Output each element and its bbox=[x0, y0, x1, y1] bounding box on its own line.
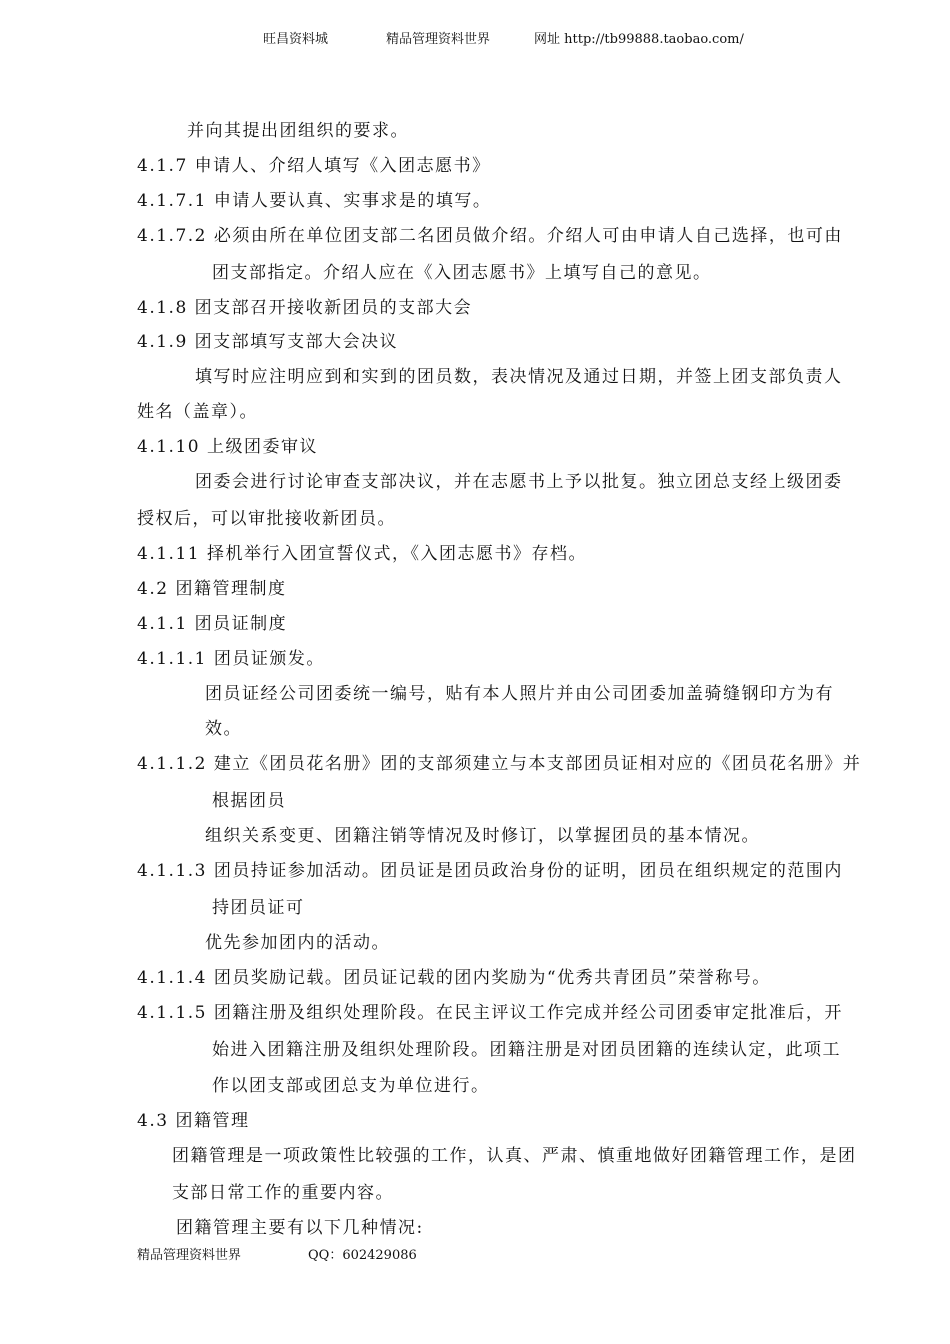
body-line: 4.1.1.4 团员奖励记载。团员证记载的团内奖励为“优秀共青团员”荣誉称号。 bbox=[137, 968, 771, 988]
body-line: 4.1.8 团支部召开接收新团员的支部大会 bbox=[137, 298, 473, 318]
body-line: 团籍管理是一项政策性比较强的工作，认真、严肃、慎重地做好团籍管理工作，是团 bbox=[172, 1146, 857, 1166]
body-line: 支部日常工作的重要内容。 bbox=[172, 1183, 394, 1203]
body-line: 作以团支部或团总支为单位进行。 bbox=[212, 1076, 490, 1096]
footer-site-title: 精品管理资料世界 bbox=[137, 1248, 242, 1263]
body-line: 团籍管理主要有以下几种情况: bbox=[176, 1218, 424, 1238]
body-line: 4.1.11 择机举行入团宣誓仪式，《入团志愿书》存档。 bbox=[137, 544, 587, 564]
body-line: 持团员证可 bbox=[212, 898, 305, 918]
header-url: 网址 http://tb99888.taobao.com/ bbox=[534, 32, 744, 47]
body-line: 团支部指定。介绍人应在《入团志愿书》上填写自己的意见。 bbox=[212, 263, 712, 283]
body-line: 4.2 团籍管理制度 bbox=[137, 579, 287, 599]
body-line: 4.1.10 上级团委审议 bbox=[137, 437, 318, 457]
body-line: 4.1.7 申请人、介绍人填写《入团志愿书》 bbox=[137, 156, 491, 176]
body-line: 根据团员 bbox=[212, 791, 286, 811]
body-line: 效。 bbox=[205, 719, 242, 739]
body-line: 优先参加团内的活动。 bbox=[205, 933, 390, 953]
body-line: 4.1.1 团员证制度 bbox=[137, 614, 288, 634]
footer-qq: QQ：602429086 bbox=[308, 1248, 417, 1263]
body-line: 4.1.1.3 团员持证参加活动。团员证是团员政治身份的证明，团员在组织规定的范围内 bbox=[137, 861, 843, 881]
header-shop-name: 旺昌资料城 bbox=[263, 32, 329, 47]
body-line: 并向其提出团组织的要求。 bbox=[187, 121, 409, 141]
body-line: 4.1.7.1 申请人要认真、实事求是的填写。 bbox=[137, 191, 492, 211]
body-line: 4.1.1.1 团员证颁发。 bbox=[137, 649, 325, 669]
body-line: 填写时应注明应到和实到的团员数，表决情况及通过日期，并签上团支部负责人 bbox=[195, 367, 843, 387]
header-site-title: 精品管理资料世界 bbox=[386, 32, 491, 47]
body-line: 组织关系变更、团籍注销等情况及时修订，以掌握团员的基本情况。 bbox=[205, 826, 760, 846]
body-line: 团委会进行讨论审查支部决议，并在志愿书上予以批复。独立团总支经上级团委 bbox=[195, 472, 843, 492]
body-line: 姓名（盖章）。 bbox=[137, 402, 258, 422]
body-line: 始进入团籍注册及组织处理阶段。团籍注册是对团员团籍的连续认定，此项工 bbox=[212, 1040, 841, 1060]
body-line: 4.1.1.5 团籍注册及组织处理阶段。在民主评议工作完成并经公司团委审定批准后，开 bbox=[137, 1003, 843, 1023]
body-line: 4.1.1.2 建立《团员花名册》团的支部须建立与本支部团员证相对应的《团员花名册》并 bbox=[137, 754, 862, 774]
body-line: 4.3 团籍管理 bbox=[137, 1111, 250, 1131]
body-line: 团员证经公司团委统一编号，贴有本人照片并由公司团委加盖骑缝钢印方为有 bbox=[205, 684, 834, 704]
body-line: 4.1.9 团支部填写支部大会决议 bbox=[137, 332, 399, 352]
body-line: 4.1.7.2 必须由所在单位团支部二名团员做介绍。介绍人可由申请人自己选择，也可由 bbox=[137, 226, 843, 246]
body-line: 授权后，可以审批接收新团员。 bbox=[137, 509, 396, 529]
